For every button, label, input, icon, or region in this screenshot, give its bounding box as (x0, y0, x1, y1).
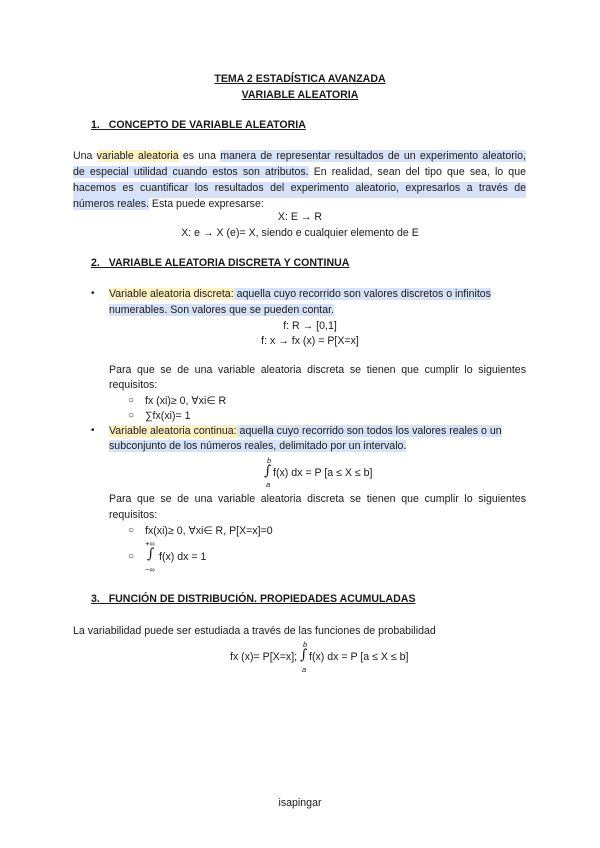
improper-integral-formula (143, 539, 263, 575)
continuous-definition: aquella cuyo recorrido son todos los valores reales o un (236, 425, 502, 437)
integral-lower-limit: a (302, 665, 307, 674)
circle-bullet-icon: ○ (128, 551, 135, 562)
circle-bullet-icon: ○ (128, 395, 135, 406)
integral-expression: f(x) dx = 1 (159, 551, 207, 563)
section-3-number: 3. (91, 593, 100, 605)
continuous-requirements-intro-1: Para que se de una variable aleatoria discreta se tienen que cumplir lo siguientes (109, 493, 526, 505)
formula-mapping: X: E → R (277, 211, 323, 223)
continuous-requirements-intro-2: requisitos: (109, 509, 158, 521)
discrete-definition: aquella cuyo recorrido son valores discretos o infinitos (233, 288, 491, 300)
text-run: Una (73, 150, 97, 162)
distribution-formula (230, 640, 430, 676)
integral-formula (262, 456, 402, 490)
page-footer: isapingar (278, 797, 322, 809)
integral-sign-icon: ∫ (147, 546, 155, 562)
continuous-definition-line-1 (109, 425, 502, 437)
section-1-paragraph (73, 150, 526, 214)
highlight-definition: manera de representar resultados de un experimento aleatorio, (220, 150, 526, 162)
paragraph-line-3: hacemos es cuantificar los resultados del experimento aleatorio, expresarlos a través de (73, 182, 526, 198)
document-subtitle: VARIABLE ALEATORIA (241, 89, 359, 101)
discrete-requirement-2: ∑fx(xi)= 1 (145, 410, 191, 422)
discrete-label: Variable aleatoria discreta: (109, 288, 234, 300)
integral-expression: f(x) dx = P [a ≤ X ≤ b] (309, 651, 409, 663)
discrete-requirement-1: fx (xi)≥ 0, ∀xi∈ R (145, 395, 227, 407)
text-run: En realidad, sean del tipo que sea, lo que (308, 166, 526, 178)
section-3-title: FUNCIÓN DE DISTRIBUCIÓN. PROPIEDADES ACUMULADAS (108, 593, 416, 605)
integral-lower-limit: −∞ (145, 565, 155, 574)
section-1-number: 1. (91, 119, 100, 131)
integral-upper-limit: +∞ (145, 539, 155, 548)
section-1-title: CONCEPTO DE VARIABLE ALEATORIA (108, 119, 306, 131)
continuous-requirement-1: fx(xi)≥ 0, ∀xi∈ R, P[X=x]=0 (145, 525, 273, 537)
integral-upper-limit: b (303, 640, 308, 649)
continuous-definition: subconjunto de los números reales, delimitado por un intervalo. (109, 440, 407, 452)
text-run: Esta puede expresarse: (148, 198, 264, 210)
discrete-formula-2: f: x → fx (x) = P[X=x] (261, 335, 359, 347)
paragraph-line-2 (73, 166, 526, 182)
text-run: es una (178, 150, 221, 162)
highlight-definition: números reales. (73, 198, 149, 210)
bullet-icon: • (91, 288, 95, 299)
section-3-heading (91, 593, 416, 605)
highlight-definition: de especial utilidad cuando estos son atributos. (73, 166, 309, 178)
integral-lower-limit: a (266, 480, 271, 489)
integral-expression: f(x) dx = P [a ≤ X ≤ b] (273, 467, 373, 479)
circle-bullet-icon: ○ (128, 525, 135, 536)
integral-upper-limit: b (267, 456, 272, 465)
paragraph-line-1 (73, 150, 526, 166)
discrete-definition: numerables. Son valores que se pueden contar. (109, 304, 334, 316)
highlight-term: variable aleatoria (96, 150, 179, 162)
continuous-definition-line-2 (109, 440, 406, 452)
continuous-label: Variable aleatoria continua: (109, 425, 237, 437)
discrete-requirements-intro-1: Para que se de una variable aleatoria discreta se tienen que cumplir lo siguientes (109, 364, 526, 376)
integral-sign-icon: ∫ (300, 647, 308, 663)
section-2-heading (91, 257, 349, 269)
section-2-number: 2. (91, 257, 100, 269)
bullet-icon: • (91, 425, 95, 436)
discrete-definition-line-2 (109, 304, 334, 316)
discrete-formula-1: f: R → [0,1] (283, 320, 337, 332)
circle-bullet-icon: ○ (128, 410, 135, 421)
integral-sign-icon: ∫ (264, 463, 272, 479)
formula-mapping-element: X: e → X (e)= X, siendo e cualquier elemento de E (181, 227, 419, 239)
section-3-paragraph: La variabilidad puede ser estudiada a través de las funciones de probabilidad (73, 625, 436, 637)
document-title: TEMA 2 ESTADÍSTICA AVANZADA (214, 73, 386, 85)
discrete-definition-line-1 (109, 288, 491, 300)
section-1-heading (91, 119, 306, 131)
section-2-title: VARIABLE ALEATORIA DISCRETA Y CONTINUA (108, 257, 350, 269)
discrete-requirements-intro-2: requisitos: (109, 379, 158, 391)
distribution-formula-prefix: fx (x)= P[X=x]; (230, 651, 298, 663)
